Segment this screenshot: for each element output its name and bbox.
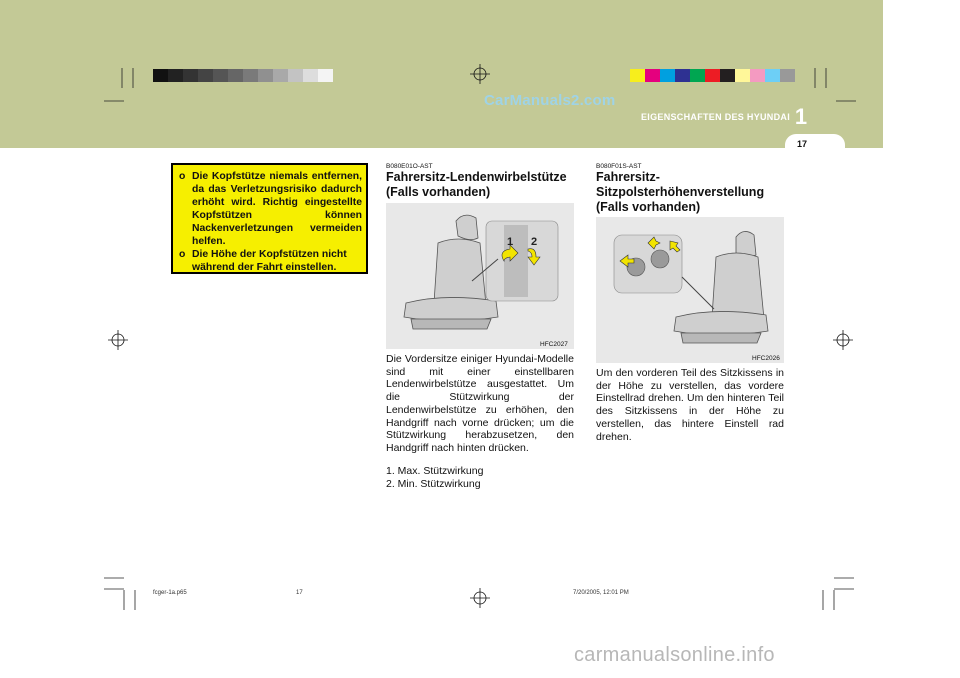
registration-target-right	[833, 330, 853, 350]
figure-code: HFC2026	[752, 355, 780, 362]
registration-target-left	[108, 330, 128, 350]
registration-target-bottom	[470, 588, 490, 608]
height-figure	[596, 217, 784, 363]
warning-item	[177, 170, 362, 248]
bullet: o	[179, 249, 186, 260]
watermark-bottom: carmanualsonline.info	[574, 644, 775, 666]
section-body: Die Vordersitze einiger Hyundai-Modelle sind mit einer einstellbaren Lendenwirbelstütze ausgestattet. Um die Stützwirkung der Lendenwirbelstütze zu erhöhen, den Handgriff nach vorne drücken; um die Stützwirkung herabzusetzen, den Handgriff nach hinten drücken.	[386, 353, 574, 454]
section-title	[596, 170, 786, 215]
section-title-line: Fahrersitz-Lendenwirbelstütze	[386, 170, 567, 184]
section-body: Um den vorderen Teil des Sitzkissens in der Höhe zu verstellen, das vordere Einstellrad drehen. Um den hinteren Teil des Sitzkissens in der Höhe zu verstellen, das hintere Einstell rad drehen.	[596, 367, 784, 443]
seat-lumbar-illustration	[386, 203, 574, 349]
footer-file: fcger-1a.p65	[153, 590, 187, 596]
figure-label: 2	[531, 236, 538, 248]
warning-box	[171, 163, 368, 274]
section-code: B080F01S-AST	[596, 163, 642, 170]
warning-text: Die Kopfstütze niemals entfernen, da das Verletzungsrisiko dadurch erhöht wird. Richtig eingestellte Kopfstützen können Nackenverletzungen vermeiden helfen.	[192, 171, 362, 247]
warning-item	[177, 248, 362, 274]
list-item: 2. Min. Stützwirkung	[386, 477, 481, 490]
figure-code: HFC2027	[540, 341, 568, 348]
section-title-line: Fahrersitz-	[596, 170, 660, 184]
section-title-line: (Falls vorhanden)	[386, 185, 491, 199]
watermark-top: CarManuals2.com	[484, 92, 616, 109]
bullet: o	[179, 171, 186, 182]
lumbar-figure	[386, 203, 574, 349]
list-item: 1. Max. Stützwirkung	[386, 465, 484, 477]
footer-timestamp: 7/20/2005, 12:01 PM	[573, 590, 629, 596]
registration-target-top	[470, 64, 490, 84]
section-title	[386, 170, 586, 200]
page-number: 17	[796, 139, 807, 149]
chapter-title: EIGENSCHAFTEN DES HYUNDAI	[640, 112, 790, 122]
section-title-line: (Falls vorhanden)	[596, 200, 701, 214]
footer-page: 17	[296, 590, 303, 596]
figure-label: 1	[507, 236, 514, 248]
section-code: B080E01O-AST	[386, 163, 433, 170]
chapter-number: 1	[794, 104, 808, 129]
section-title-line: Sitzpolsterhöhenverstellung	[596, 185, 765, 199]
support-list	[386, 465, 574, 490]
warning-text: Die Höhe der Kopfstützen nicht während der Fahrt einstellen.	[192, 249, 347, 273]
seat-height-illustration	[596, 217, 784, 363]
